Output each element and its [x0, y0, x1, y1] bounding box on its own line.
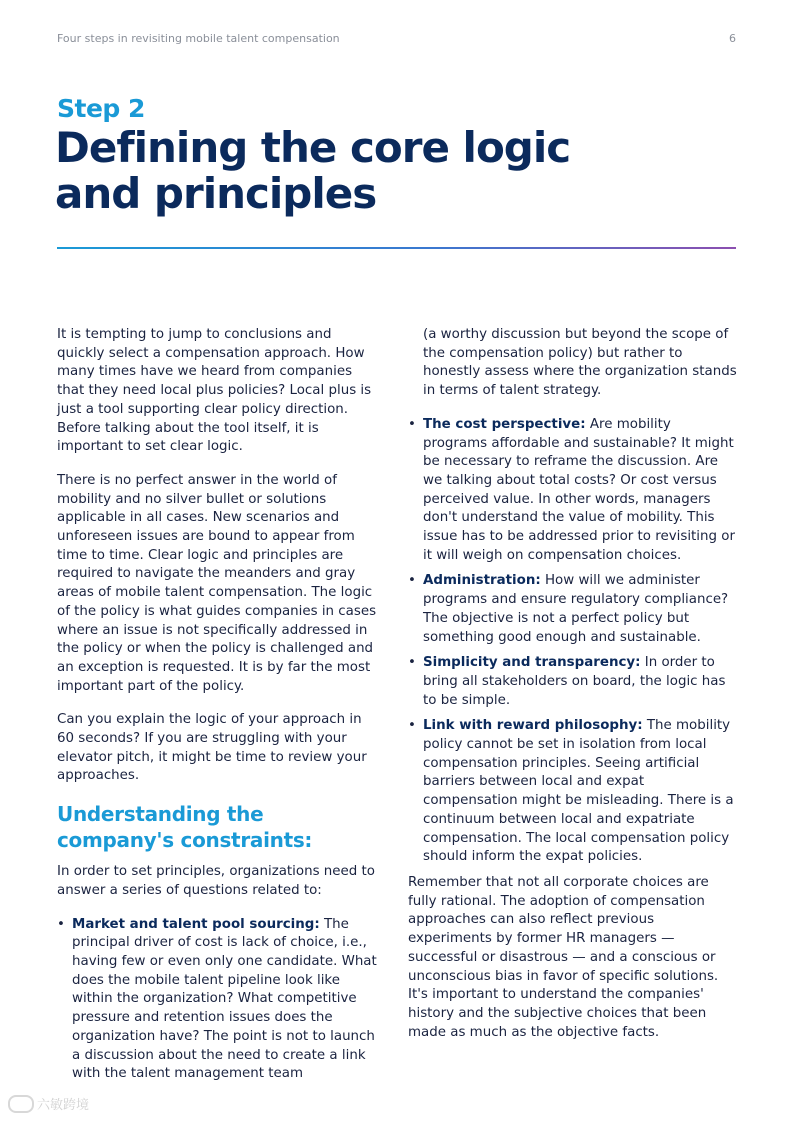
bullet-term: The cost perspective:: [423, 416, 586, 432]
body-paragraph: There is no perfect answer in the world of mobility and no silver bullet or solutions applicable in all cases. New scenarios and unforeseen issues are bound to appear from time to time. Clear logic and principles are required to navigate the meanders and gray areas of mobile talent compensation. The logic of the policy is what guides companies in cases where an issue is not specifically addressed in the policy or when the policy is challenged and an exception is requested. It is by far the most important part of the policy.: [57, 472, 377, 694]
bullet-term: Link with reward philosophy:: [423, 718, 643, 734]
closing-paragraph: Remember that not all corporate choices are fully rational. The adoption of compensation approaches can also reflect previous experiments by former HR managers — successful or disastrous — and a conscious or unconscious bias in favor of specific solutions. It's important to understand the companies' history and the subjective choices that been made as much as the objective facts.: [408, 874, 719, 1040]
section-subheading: [57, 801, 382, 853]
list-item: [57, 916, 382, 1084]
list-item: [408, 572, 738, 647]
bullet-continuation: (a worthy discussion but beyond the scope of the compensation policy) but rather to honestly assess where the organization stands in terms of talent strategy.: [423, 327, 737, 399]
right-column: [408, 326, 738, 1057]
constraints-list-continued: [408, 416, 738, 867]
list-item: [408, 416, 738, 566]
bullet-text: Are mobility programs affordable and sustainable? It might be necessary to reframe the discussion. Are we talking about total costs? Or cost versus perceived value. In other words, managers don't understand the value of mobility. This issue has to be addressed prior to revisiting or it will weigh on compensation choices.: [423, 416, 735, 563]
page-title-line-2: and principles: [55, 169, 377, 218]
bullet-text: How will we administer programs and ensure regulatory compliance? The objective is not a perfect policy but something good enough and sustainable.: [423, 573, 729, 645]
step-label: Step 2: [57, 94, 145, 123]
page-title-line-1: Defining the core logic: [55, 123, 571, 172]
list-item: [408, 654, 738, 710]
bullet-term: Administration:: [423, 573, 541, 589]
bullet-term: Market and talent pool sourcing:: [72, 916, 320, 932]
bullet-term: Simplicity and transparency:: [423, 655, 641, 671]
body-paragraph: Can you explain the logic of your approach in 60 seconds? If you are struggling with your elevator pitch, it might be time to review your approaches.: [57, 712, 367, 784]
body-paragraph: It is tempting to jump to conclusions and quickly select a compensation approach. How many times have we heard from companies that they need local plus policies? Local plus is just a tool supporting clear policy direction. Before talking about the tool itself, it is important to set clear logic.: [57, 327, 372, 455]
watermark-text: 六敏跨境: [37, 1098, 90, 1113]
title-divider: [57, 247, 736, 249]
bullet-text: The mobility policy cannot be set in isolation from local compensation principles. Seeing artificial barriers between local and expat compensation might be misleading. There is a continuum between local and expatriate compensation. The local compensation policy should inform the expat policies.: [423, 718, 734, 865]
page-title: [55, 125, 675, 217]
running-header-title: Four steps in revisiting mobile talent compensation: [57, 32, 340, 45]
subheading-line-2: company's constraints:: [57, 828, 313, 853]
watermark: [8, 1094, 89, 1113]
list-item: [408, 717, 738, 867]
section-intro: In order to set principles, organizations need to answer a series of questions related to:: [57, 864, 375, 898]
watermark-logo-icon: [8, 1095, 34, 1113]
bullet-text: The principal driver of cost is lack of choice, i.e., having few or even only one candidate. What does the mobile talent pipeline look like within the organization? What competitive pressure and retention issues does the organization have? The point is not to launch a discussion about the need to create a link with the talent management team: [72, 916, 377, 1082]
constraints-list: [57, 916, 382, 1084]
page-number: 6: [729, 32, 736, 45]
bullet-text: In order to bring all stakeholders on board, the logic has to be simple.: [423, 655, 726, 708]
left-column: [57, 326, 382, 1091]
subheading-line-1: Understanding the: [57, 802, 264, 827]
